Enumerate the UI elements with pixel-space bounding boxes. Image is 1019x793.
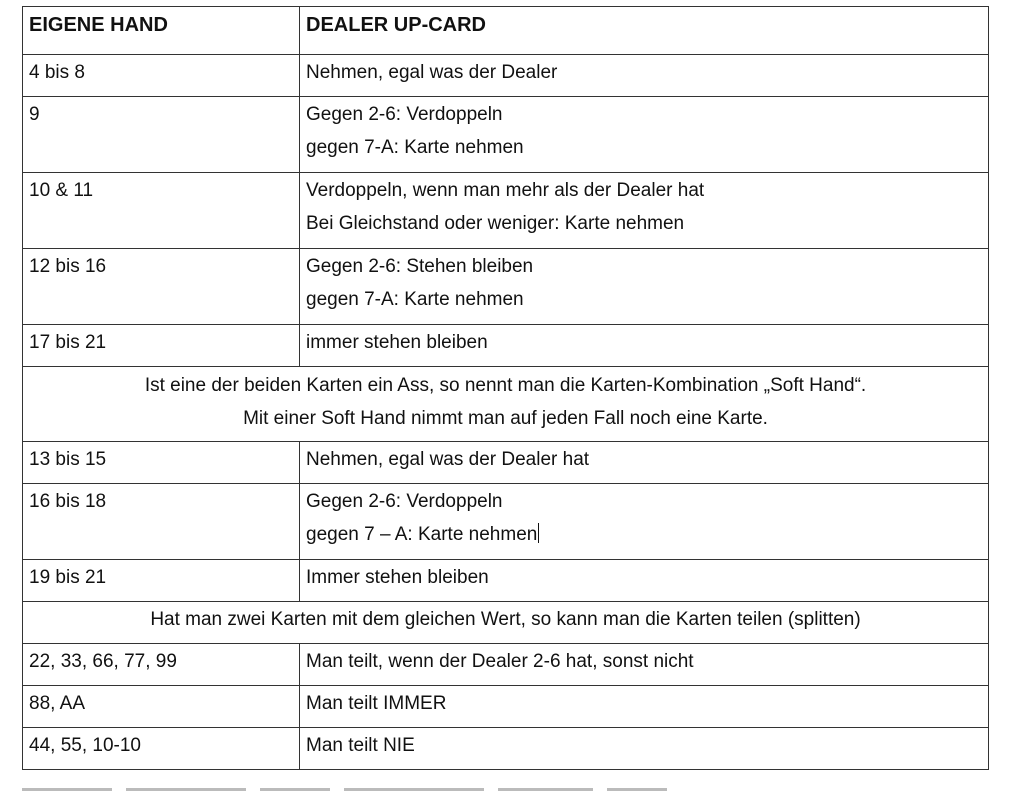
action-cell	[300, 173, 989, 249]
action-line: Gegen 2-6: Verdoppeln	[306, 104, 503, 125]
action-cell	[300, 325, 989, 367]
action-cell	[300, 644, 989, 686]
hand-cell: 16 bis 18	[23, 484, 300, 560]
text-fragment	[126, 788, 246, 791]
action-line: Bei Gleichstand oder weniger: Karte nehmen	[306, 213, 685, 234]
action-line: Man teilt IMMER	[306, 693, 447, 714]
action-line-text: gegen 7 – A: Karte nehmen	[306, 524, 538, 545]
text-fragment	[22, 788, 112, 791]
text-fragment	[498, 788, 593, 791]
action-line: Nehmen, egal was der Dealer	[306, 62, 558, 83]
note-line: Ist eine der beiden Karten ein Ass, so nennt man die Karten-Kombination „Soft Hand“.	[144, 375, 867, 396]
hand-cell: 88, AA	[23, 686, 300, 728]
split-note-row	[23, 602, 989, 644]
action-cell	[300, 97, 989, 173]
action-line: Verdoppeln, wenn man mehr als der Dealer hat	[306, 180, 705, 201]
action-cell	[300, 249, 989, 325]
action-line: gegen 7-A: Karte nehmen	[306, 137, 524, 158]
action-line: Nehmen, egal was der Dealer hat	[306, 449, 590, 470]
action-line: Man teilt, wenn der Dealer 2-6 hat, sonst nicht	[306, 651, 694, 672]
hand-cell: 17 bis 21	[23, 325, 300, 367]
table-row	[23, 644, 989, 686]
text-fragment	[344, 788, 484, 791]
table-row	[23, 173, 989, 249]
hand-cell: 22, 33, 66, 77, 99	[23, 644, 300, 686]
hand-cell: 19 bis 21	[23, 560, 300, 602]
header-row	[23, 7, 989, 55]
action-cell	[300, 442, 989, 484]
action-line: immer stehen bleiben	[306, 332, 488, 353]
action-cell	[300, 686, 989, 728]
text-fragment	[260, 788, 330, 791]
hand-cell: 44, 55, 10-10	[23, 728, 300, 770]
hand-cell: 12 bis 16	[23, 249, 300, 325]
strategy-table	[22, 6, 989, 770]
text-cursor	[538, 523, 539, 543]
soft-hand-note-row	[23, 367, 989, 442]
note-line: Mit einer Soft Hand nimmt man auf jeden Fall noch eine Karte.	[243, 408, 768, 429]
soft-hand-note	[23, 367, 989, 442]
hand-cell: 10 & 11	[23, 173, 300, 249]
table-row	[23, 97, 989, 173]
action-line: Man teilt NIE	[306, 735, 415, 756]
hand-cell: 9	[23, 97, 300, 173]
table-row	[23, 728, 989, 770]
action-cell	[300, 728, 989, 770]
action-line: gegen 7-A: Karte nehmen	[306, 289, 524, 310]
action-line: Gegen 2-6: Verdoppeln	[306, 491, 503, 512]
action-line: Gegen 2-6: Stehen bleiben	[306, 256, 534, 277]
hand-cell: 4 bis 8	[23, 55, 300, 97]
table-row	[23, 55, 989, 97]
table-row	[23, 249, 989, 325]
table-row	[23, 325, 989, 367]
text-fragment	[607, 788, 667, 791]
action-line	[306, 518, 982, 551]
hand-cell: 13 bis 15	[23, 442, 300, 484]
action-line: Immer stehen bleiben	[306, 567, 489, 588]
header-own-hand: EIGENE HAND	[23, 7, 300, 55]
action-cell	[300, 560, 989, 602]
cut-off-text-line	[22, 782, 722, 793]
table-row	[23, 686, 989, 728]
table-row	[23, 484, 989, 560]
header-dealer-upcard: DEALER UP-CARD	[300, 7, 989, 55]
split-note: Hat man zwei Karten mit dem gleichen Wert, so kann man die Karten teilen (splitten)	[23, 602, 989, 644]
table-row	[23, 442, 989, 484]
table-row	[23, 560, 989, 602]
action-cell[interactable]	[300, 484, 989, 560]
action-cell	[300, 55, 989, 97]
